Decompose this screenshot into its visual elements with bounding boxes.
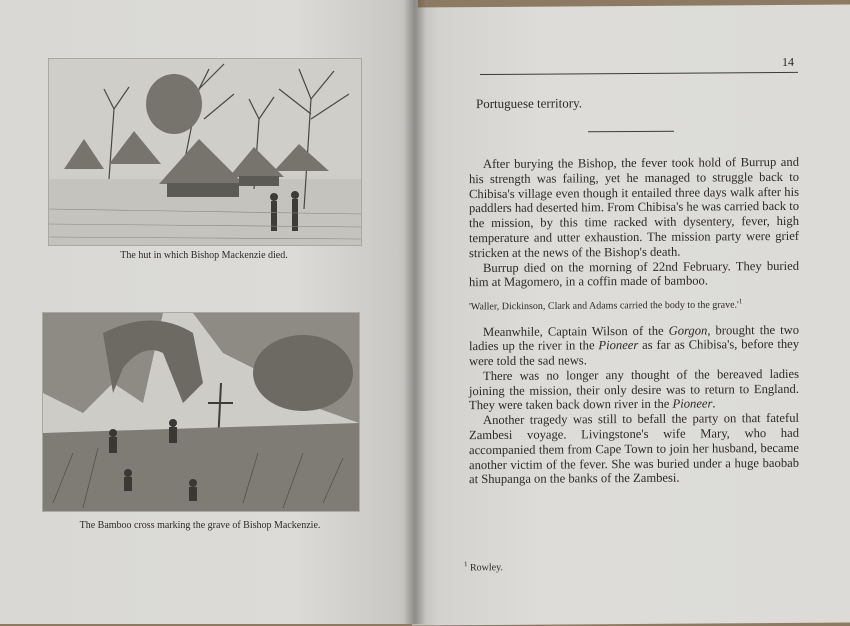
quotation: 'Waller, Dickinson, Clark and Adams carried the body to the $grave.'^1$ bbox=[469, 297, 743, 313]
paragraph: After burying the Bishop, the fever took hold of Burrup and his strength was failing, yet he managed to struggle back to Chibisa's village even though it entailed three days walk after his paddlers had deserted him. From Chibisa's he was carried back to the mission, by this time racked with dysentery, fever, high temperature and utter exhaustion. The mission party were grief stricken at the news of the Bishop's death. bbox=[469, 154, 799, 260]
header-rule bbox=[480, 72, 798, 75]
section-divider bbox=[588, 131, 674, 133]
book-gutter bbox=[404, 0, 426, 624]
paragraph: Meanwhile, Captain Wilson of the Gorgon, brought the two ladies up the river in the Pioneer as far as Chibisa's, before they were told the sad news. bbox=[469, 322, 800, 369]
ship-name: Pioneer bbox=[598, 338, 639, 353]
ship-name: Pioneer bbox=[672, 396, 713, 412]
hut-caption: The hut in which Bishop Mackenzie died. bbox=[120, 250, 288, 261]
bamboo-cross-caption: The Bamboo cross marking the grave of Bishop Mackenzie. bbox=[79, 520, 321, 531]
body-text bbox=[469, 155, 799, 488]
ship-name: Gorgon bbox=[668, 322, 708, 338]
paragraph: There was no longer any thought of the bereaved ladies joining the mission, their only desire was to return to England. They were taken back down river in the Pioneer. bbox=[469, 366, 799, 413]
footnote-mark: 1 bbox=[464, 560, 468, 569]
right-page bbox=[412, 4, 850, 625]
page-number: 14 bbox=[782, 54, 794, 69]
hut-engraving bbox=[48, 58, 362, 246]
bamboo-cross-engraving bbox=[42, 312, 360, 512]
continued-line: Portuguese territory. bbox=[476, 95, 583, 112]
left-page bbox=[0, 0, 418, 624]
footnote-reference: 1 bbox=[738, 297, 743, 306]
footnote: $^1$ Rowley. bbox=[464, 560, 503, 574]
paragraph: Another tragedy was still to befall the party on that fateful Zambesi voyage. Livingstone's wife Mary, who had accompanied them from Cape Town to join her husband, became another victim of the fever. She was buried under a huge baobab at Shupanga on the banks of the Zambesi. bbox=[469, 411, 799, 487]
paragraph: Burrup died on the morning of 22nd February. They buried him at Magomero, in a coffin made of bamboo. bbox=[469, 258, 799, 290]
